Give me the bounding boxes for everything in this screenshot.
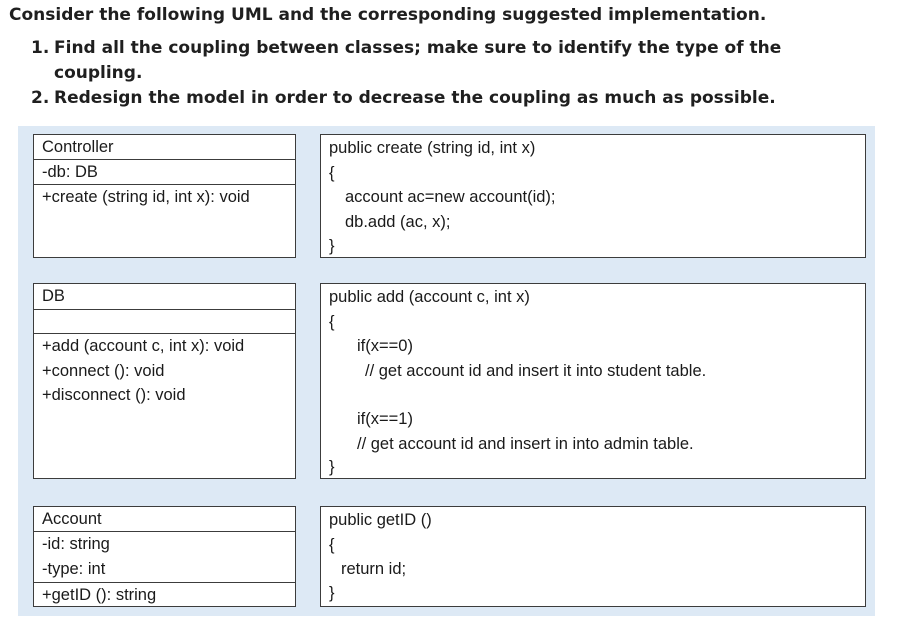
code-signature: public add (account c, int x)	[329, 288, 530, 306]
code-open-brace: {	[329, 313, 335, 331]
code-open-brace: {	[329, 536, 335, 554]
operation: +create (string id, int x): void	[42, 188, 250, 206]
question-1-number: 1.	[31, 38, 50, 58]
code-line: if(x==0)	[357, 337, 413, 355]
code-line: account ac=new account(id);	[345, 188, 556, 206]
question-1-text: Find all the coupling between classes; make sure to identify the type of the	[54, 38, 782, 58]
class-name: Controller	[42, 138, 114, 156]
class-name-row	[34, 135, 295, 160]
question-1-text-continued: coupling.	[54, 63, 143, 83]
class-name: Account	[42, 510, 102, 528]
question-2-text: Redesign the model in order to decrease the coupling as much as possible.	[54, 88, 776, 108]
operation: +disconnect (): void	[42, 386, 186, 404]
code-line: if(x==1)	[357, 410, 413, 428]
attribute: -id: string	[42, 535, 110, 553]
code-signature: public create (string id, int x)	[329, 139, 536, 157]
code-comment: // get account id and insert it into student table.	[365, 362, 707, 380]
uml-class-controller	[33, 134, 296, 258]
code-close-brace: }	[329, 458, 335, 476]
code-open-brace: {	[329, 164, 335, 182]
instructions-title: Consider the following UML and the corresponding suggested implementation.	[9, 5, 767, 25]
attributes-row	[34, 310, 295, 334]
code-box-getid	[320, 506, 866, 607]
code-signature: public getID ()	[329, 511, 432, 529]
code-line: return id;	[341, 560, 407, 578]
operation: +getID (): string	[42, 586, 157, 604]
operation: +add (account c, int x): void	[42, 337, 245, 355]
operation: +connect (): void	[42, 362, 165, 380]
attributes-row	[34, 532, 295, 583]
attributes-row	[34, 160, 295, 185]
code-close-brace: }	[329, 584, 335, 602]
attribute: -type: int	[42, 560, 106, 578]
diagram-panel	[18, 126, 875, 616]
class-name: DB	[42, 287, 65, 305]
uml-class-account	[33, 506, 296, 607]
code-line: db.add (ac, x);	[345, 213, 451, 231]
code-box-create	[320, 134, 866, 258]
class-name-row	[34, 507, 295, 532]
code-comment: // get account id and insert in into admin table.	[357, 435, 694, 453]
code-box-add	[320, 283, 866, 479]
uml-class-db	[33, 283, 296, 479]
class-name-row	[34, 284, 295, 310]
question-2-number: 2.	[31, 88, 50, 108]
code-close-brace: }	[329, 237, 335, 255]
attribute: -db: DB	[42, 163, 98, 181]
